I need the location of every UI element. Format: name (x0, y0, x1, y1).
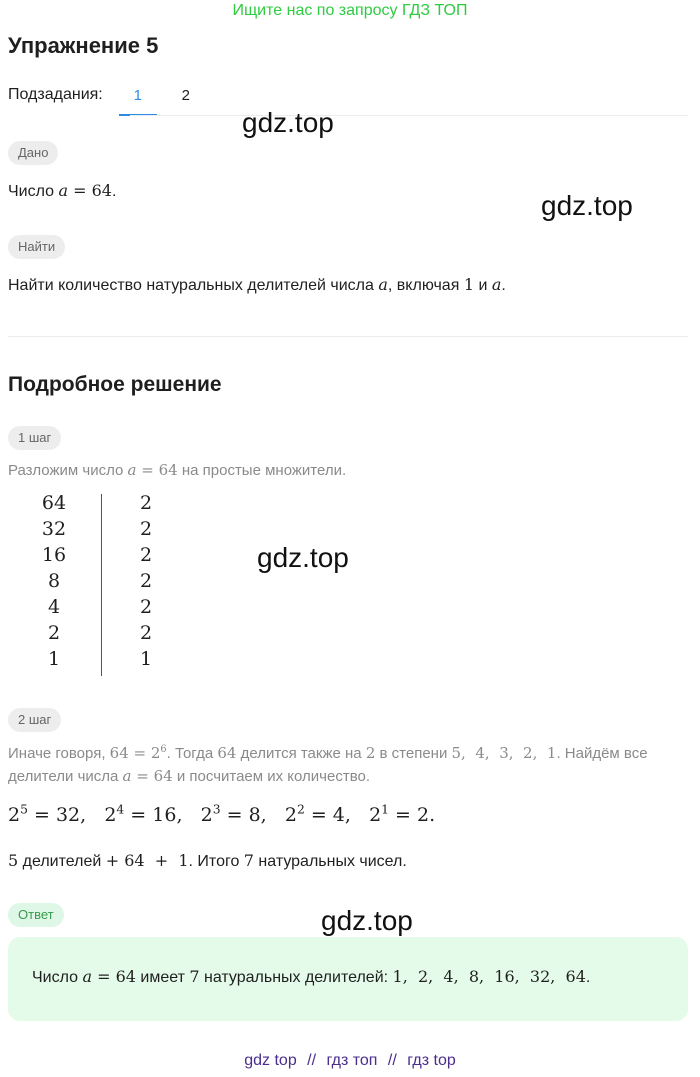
given-text: Число a = 64. (8, 181, 117, 200)
given-badge: Дано (8, 141, 58, 165)
factor-table-right (116, 490, 176, 672)
tab-subtask-1[interactable]: 1 (119, 87, 157, 104)
given-math: a = 64 (58, 181, 112, 200)
section-divider (8, 336, 688, 337)
watermark: gdz.top (242, 107, 334, 138)
power-expr: $2^4 = 16$, (104, 803, 183, 827)
factor-dividend: 1 (47, 648, 61, 670)
factor-divisor: 2 (139, 622, 153, 644)
watermark: gdz.top (257, 542, 349, 573)
solution-title: Подробное решение (8, 373, 222, 396)
factor-table-line (101, 494, 102, 676)
power-expr: $2^2 = 4$, (284, 803, 351, 827)
factor-dividend: 16 (41, 544, 67, 566)
footer-links: gdz top // гдз топ // гдз top (244, 1052, 456, 1069)
power-expr: $2^3 = 8$, (200, 803, 267, 827)
factor-divisor: 2 (139, 518, 153, 540)
answer-box (8, 937, 688, 1021)
factor-divisor: 1 (139, 648, 153, 670)
factor-divisor: 2 (139, 596, 153, 618)
step2-line2: делители числа a = 64 и посчитаем их количество. (8, 767, 371, 785)
factor-dividend: 2 (47, 622, 61, 644)
find-text: Найти количество натуральных делителей числа a, включая 1 и a. (8, 275, 506, 294)
find-badge: Найти (8, 235, 65, 259)
footer-link[interactable]: гдз top (407, 1052, 456, 1069)
tab-subtask-2[interactable]: 2 (181, 86, 190, 104)
footer-link[interactable]: gdz top (244, 1052, 297, 1069)
power-expr: $2^1 = 2$. (369, 803, 436, 827)
watermark: gdz.top (541, 190, 633, 221)
divisors-sum: 5 делителей + 64 + 1. Итого 7 натуральных чисел. (8, 851, 407, 870)
factor-table-left (24, 490, 84, 672)
watermark: gdz.top (321, 905, 413, 936)
factor-dividend: 8 (47, 570, 61, 592)
factor-dividend: 4 (47, 596, 61, 618)
answer-text: Число a = 64 имеет 7 натуральных делителей: 1, 2, 4, 8, 16, 32, 64. (32, 967, 591, 986)
step1-text: Разложим число a = 64 на простые множители. (8, 461, 347, 479)
factor-dividend: 64 (41, 492, 67, 514)
top-banner[interactable]: Ищите нас по запросу ГДЗ ТОП (232, 2, 468, 19)
factor-divisor: 2 (139, 492, 153, 514)
powers-line (8, 803, 435, 826)
factor-divisor: 2 (139, 544, 153, 566)
answer-badge: Ответ (8, 903, 64, 927)
footer-link[interactable]: гдз топ (326, 1052, 378, 1069)
step2-badge: 2 шаг (8, 708, 61, 732)
factor-divisor: 2 (139, 570, 153, 592)
subtasks-label: Подзадания: (8, 86, 103, 103)
tabs-divider (130, 115, 688, 116)
power-expr: $2^5 = 32$, (8, 803, 87, 827)
step1-badge: 1 шаг (8, 426, 61, 450)
subtasks-bar (8, 86, 205, 104)
page-title: Упражнение 5 (8, 33, 159, 58)
step2-line1: Иначе говоря, $64 = 2^6$. Тогда 64 делится также на 2 в степени 5, 4, 3, 2, 1. Найдём все (8, 744, 648, 762)
factor-dividend: 32 (41, 518, 67, 540)
